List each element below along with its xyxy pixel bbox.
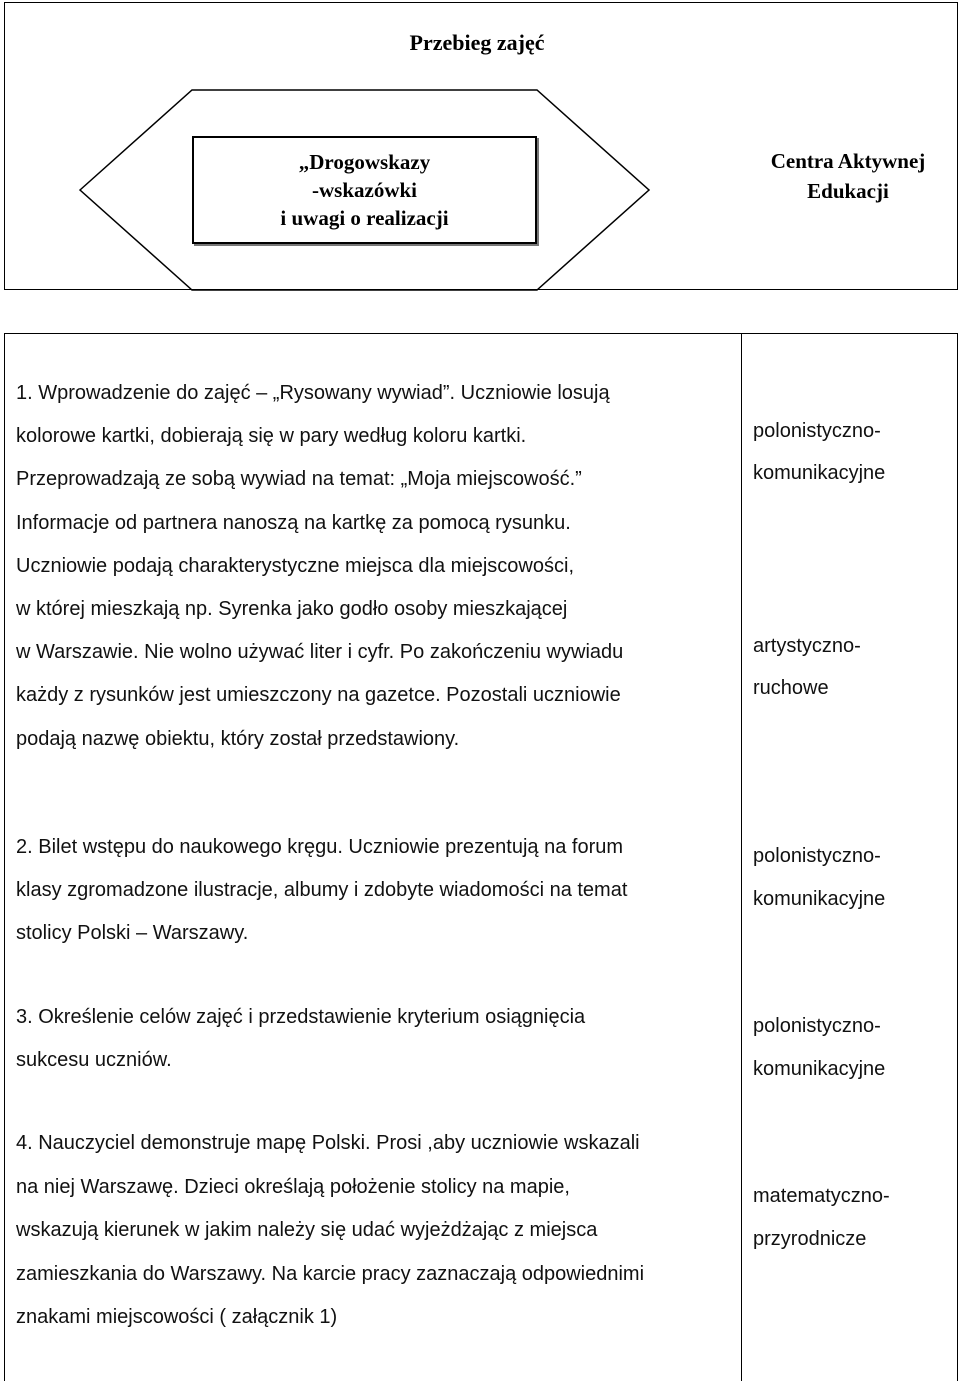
- category-line: polonistyczno-: [753, 845, 881, 867]
- category-line: polonistyczno-: [753, 1015, 881, 1037]
- step-2-line: stolicy Polski – Warszawy.: [16, 922, 249, 944]
- step-2-line: 2. Bilet wstępu do naukowego kręgu. Uczniowie prezentują na forum: [16, 836, 624, 858]
- step-1-line: 1. Wprowadzenie do zajęć – „Rysowany wywiad”. Uczniowie losują: [16, 382, 610, 404]
- step-1-category-2: [753, 625, 953, 709]
- signpost-line-1: „Drogowskazy: [298, 150, 431, 174]
- step-1-line: Przeprowadzają ze sobą wywiad na temat: „Moja miejscowość.”: [16, 468, 582, 491]
- category-line: komunikacyjne: [753, 462, 886, 484]
- step-1-line: podają nazwę obiektu, który został przedstawiony.: [16, 727, 460, 750]
- category-line: komunikacyjne: [753, 888, 886, 910]
- step-1-line: Informacje od partnera nanoszą na kartkę za pomocą rysunku.: [16, 511, 571, 534]
- step-4-line: na niej Warszawę. Dzieci określają położenie stolicy na mapie,: [16, 1175, 570, 1198]
- page-title: Przebieg zajęć: [409, 30, 545, 55]
- signpost-box: [192, 136, 537, 244]
- step-1-line: każdy z rysunków jest umieszczony na gazetce. Pozostali uczniowie: [16, 684, 621, 707]
- step-1-line: kolorowe kartki, dobierają się w pary według koloru kartki.: [16, 425, 527, 448]
- step-3-line: sukcesu uczniów.: [16, 1049, 172, 1071]
- step-3-line: 3. Określenie celów zajęć i przedstawienie kryterium osiągnięcia: [16, 1006, 586, 1028]
- category-line: przyrodnicze: [753, 1228, 867, 1250]
- step-2-line: klasy zgromadzone ilustracje, albumy i zdobyte wiadomości na temat: [16, 879, 628, 901]
- step-1-category-1: [753, 410, 953, 494]
- step-3-category: [753, 1005, 953, 1091]
- category-line: artystyczno-: [753, 635, 861, 657]
- step-4-line: wskazują kierunek w jakim należy się udać wyjeżdżając z miejsca: [16, 1219, 598, 1241]
- step-4-line: zamieszkania do Warszawy. Na karcie pracy zaznaczają odpowiednimi: [16, 1262, 645, 1285]
- step-4-line: 4. Nauczyciel demonstruje mapę Polski. Prosi ,aby uczniowie wskazali: [16, 1132, 640, 1154]
- step-1-line: w Warszawie. Nie wolno używać liter i cyfr. Po zakończeniu wywiadu: [16, 641, 624, 664]
- category-line: matematyczno-: [753, 1185, 890, 1207]
- step-4-line: znakami miejscowości ( załącznik 1): [16, 1306, 338, 1328]
- category-line: komunikacyjne: [753, 1058, 886, 1080]
- step-3-text: [16, 996, 736, 1082]
- step-1-text: [16, 372, 736, 761]
- step-4-text: [16, 1122, 736, 1340]
- step-1-line: w której mieszkają np. Syrenka jako godło osoby mieszkającej: [16, 598, 568, 621]
- active-education-centre-heading: [748, 146, 948, 206]
- category-line: polonistyczno-: [753, 420, 881, 442]
- centre-line-1: Centra Aktywnej: [770, 149, 926, 173]
- step-2-category: [753, 835, 953, 921]
- step-2-text: [16, 826, 736, 955]
- column-divider: [741, 333, 742, 1381]
- step-1-line: Uczniowie podają charakterystyczne miejsca dla miejscowości,: [16, 554, 574, 577]
- signpost-line-2: -wskazówki: [311, 178, 417, 202]
- step-4-category: [753, 1175, 953, 1261]
- category-line: ruchowe: [753, 677, 829, 699]
- signpost-line-3: i uwagi o realizacji: [280, 206, 449, 230]
- centre-line-2: Edukacji: [807, 179, 889, 203]
